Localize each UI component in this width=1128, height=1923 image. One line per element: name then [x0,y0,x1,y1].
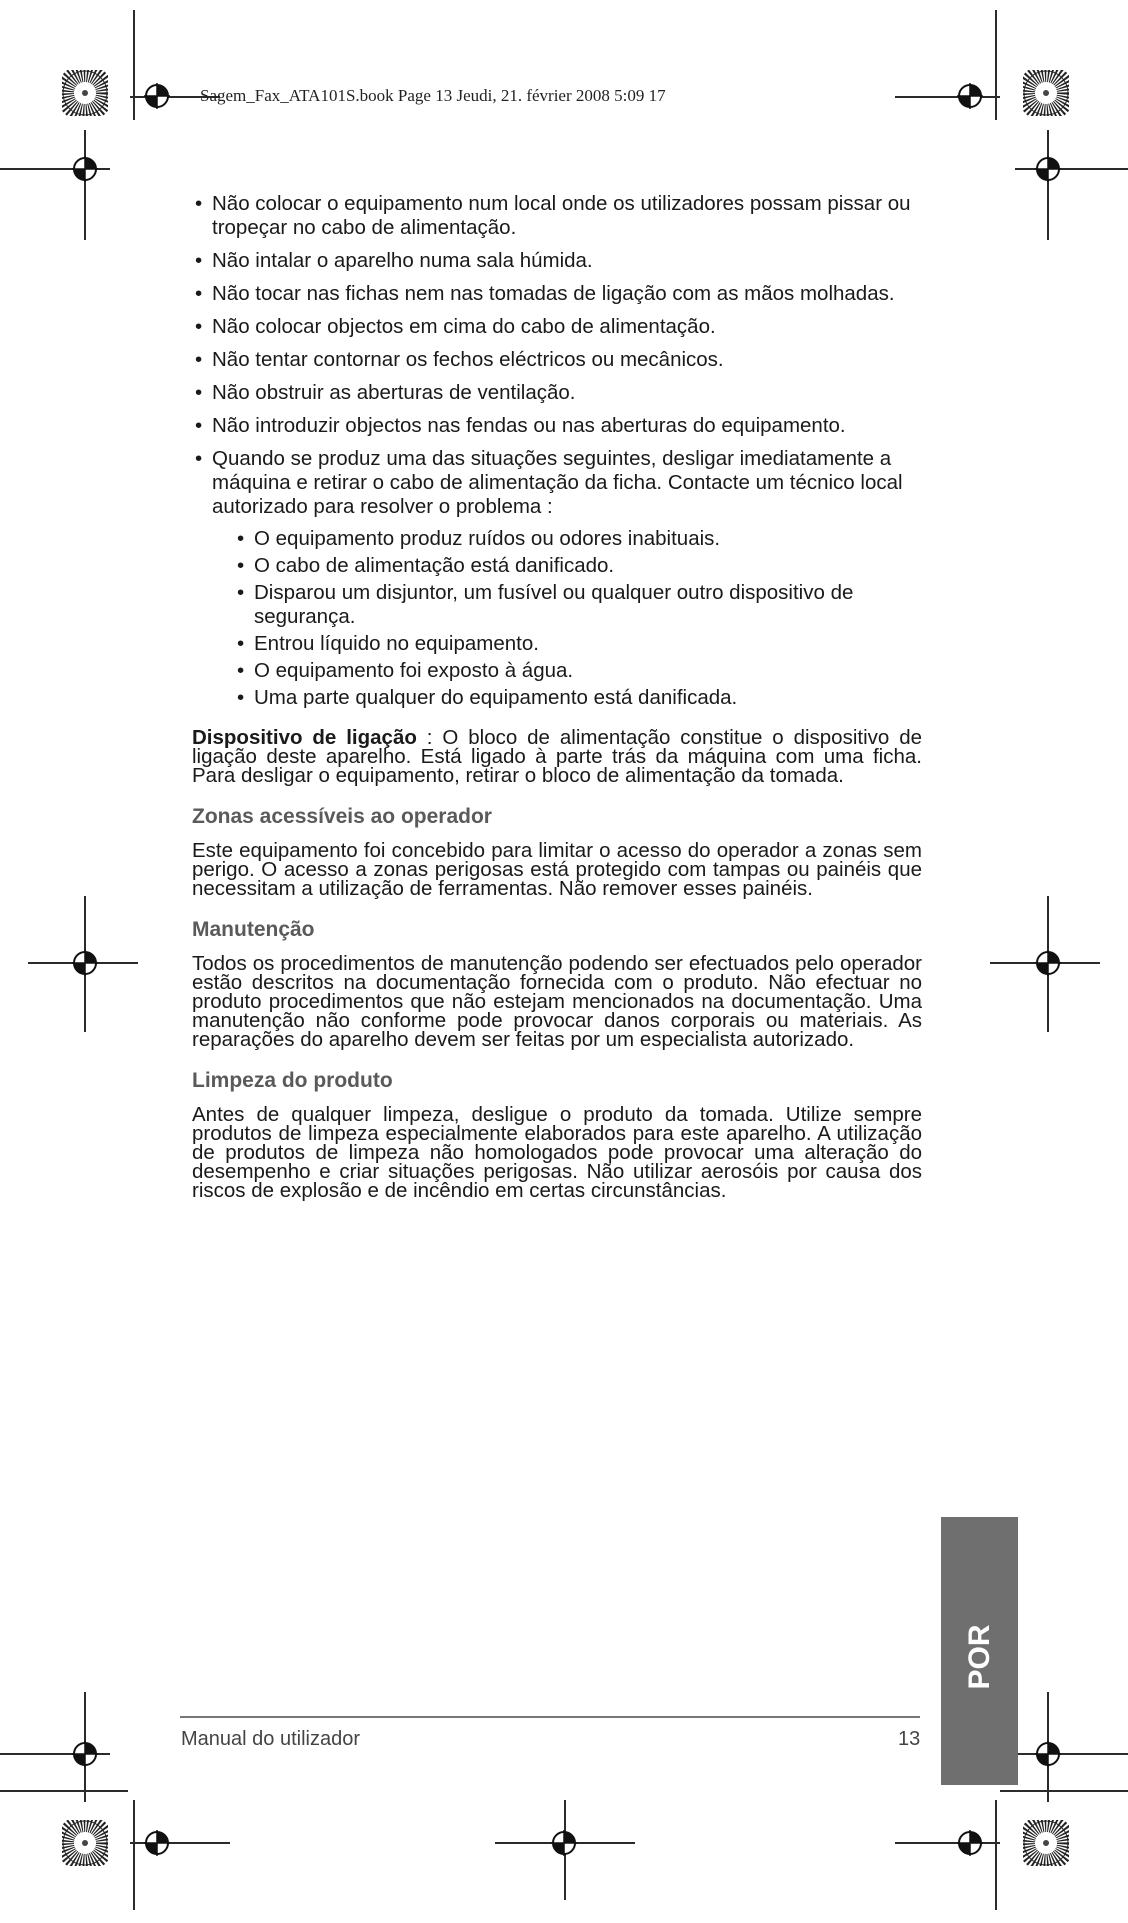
footer-rule [180,1716,920,1718]
section-paragraph: Antes de qualquer limpeza, desligue o produto da tomada. Utilize sempre produtos de limpeza especialmente elaborados para este aparelho. A utilização de produtos de limpeza não homologados pode provocar uma alteração do desempenho e criar situações perigosas. Não utilizar aerosóis por causa dos riscos de explosão e de incêndio em certas circunstâncias. [192,1103,922,1202]
starburst-target-icon [1023,1820,1069,1866]
registration-mark-icon [957,1830,983,1856]
registration-mark-icon [72,156,98,182]
registration-mark-icon [1035,950,1061,976]
registration-mark-icon [1035,1741,1061,1767]
list-item [192,447,922,710]
language-tab [941,1517,1018,1785]
list-item: • Não colocar objectos em cima do cabo de alimentação. [192,315,922,339]
registration-mark-icon [72,1741,98,1767]
list-item: • Não obstruir as aberturas de ventilação. [192,381,922,405]
page-content [192,192,922,1200]
device-paragraph [192,728,922,785]
section-heading: Manutenção [192,918,315,941]
language-tab-label: POR [962,1624,996,1690]
safety-instructions-list [192,192,922,710]
starburst-target-icon [1023,70,1069,116]
list-item-text: Quando se produz uma das situações seguintes, desligar imediatamente a máquina e retirar o cabo de alimentação da ficha. Contacte um técnico local autorizado para resolver o problema : [212,447,903,518]
section-paragraph: Todos os procedimentos de manutenção podendo ser efectuados pelo operador estão descritos na documentação fornecida com o produto. Não efectuar no produto procedimentos que não estejam mencionados na documentação. Uma manutenção não conforme pode provocar danos corporais ou materiais. As reparações do aparelho devem ser feitas por um especialista autorizado. [192,952,922,1051]
registration-mark-icon [144,1830,170,1856]
list-item: • Não tocar nas fichas nem nas tomadas de ligação com as mãos molhadas. [192,282,922,306]
list-item: • Não colocar o equipamento num local onde os utilizadores possam pissar ou tropeçar no cabo de alimentação. [192,192,922,240]
registration-mark-icon [551,1830,577,1856]
section-paragraph: Este equipamento foi concebido para limitar o acesso do operador a zonas sem perigo. O acesso a zonas perigosas está protegido com tampas ou painéis que necessitam a utilização de ferramentas. Não remover esses painéis. [192,839,922,900]
registration-mark-icon [957,83,983,109]
sublist-item: • Disparou um disjuntor, um fusível ou qualquer outro dispositivo de segurança. [234,581,922,629]
registration-mark-icon [144,83,170,109]
sublist-item: • O equipamento foi exposto à água. [234,659,922,683]
device-text: : O bloco de alimentação constitue o dispositivo de ligação deste aparelho. Está ligado à parte trás da máquina com uma ficha. Para desligar o equipamento, retirar o bloco de alimentação da tomada. [192,726,922,787]
sublist-item: • Uma parte qualquer do equipamento está danificada. [234,686,922,710]
starburst-target-icon [62,1820,108,1866]
situations-sublist [212,527,922,710]
registration-mark-icon [72,950,98,976]
sublist-item: • Entrou líquido no equipamento. [234,632,922,656]
sublist-item: • O cabo de alimentação está danificado. [234,554,922,578]
page-number: 13 [898,1728,921,1750]
section-heading: Limpeza do produto [192,1069,393,1092]
device-label: Dispositivo de ligação [192,726,417,749]
list-item: • Não tentar contornar os fechos eléctricos ou mecânicos. [192,348,922,372]
sublist-item: • O equipamento produz ruídos ou odores inabituais. [234,527,922,551]
registration-mark-icon [1035,156,1061,182]
section-heading: Zonas acessíveis ao operador [192,805,492,828]
starburst-target-icon [62,70,108,116]
print-header-meta: Sagem_Fax_ATA101S.book Page 13 Jeudi, 21. février 2008 5:09 17 [200,86,666,105]
footer-title: Manual do utilizador [181,1728,360,1750]
list-item: • Não intalar o aparelho numa sala húmida. [192,249,922,273]
list-item: • Não introduzir objectos nas fendas ou nas aberturas do equipamento. [192,414,922,438]
